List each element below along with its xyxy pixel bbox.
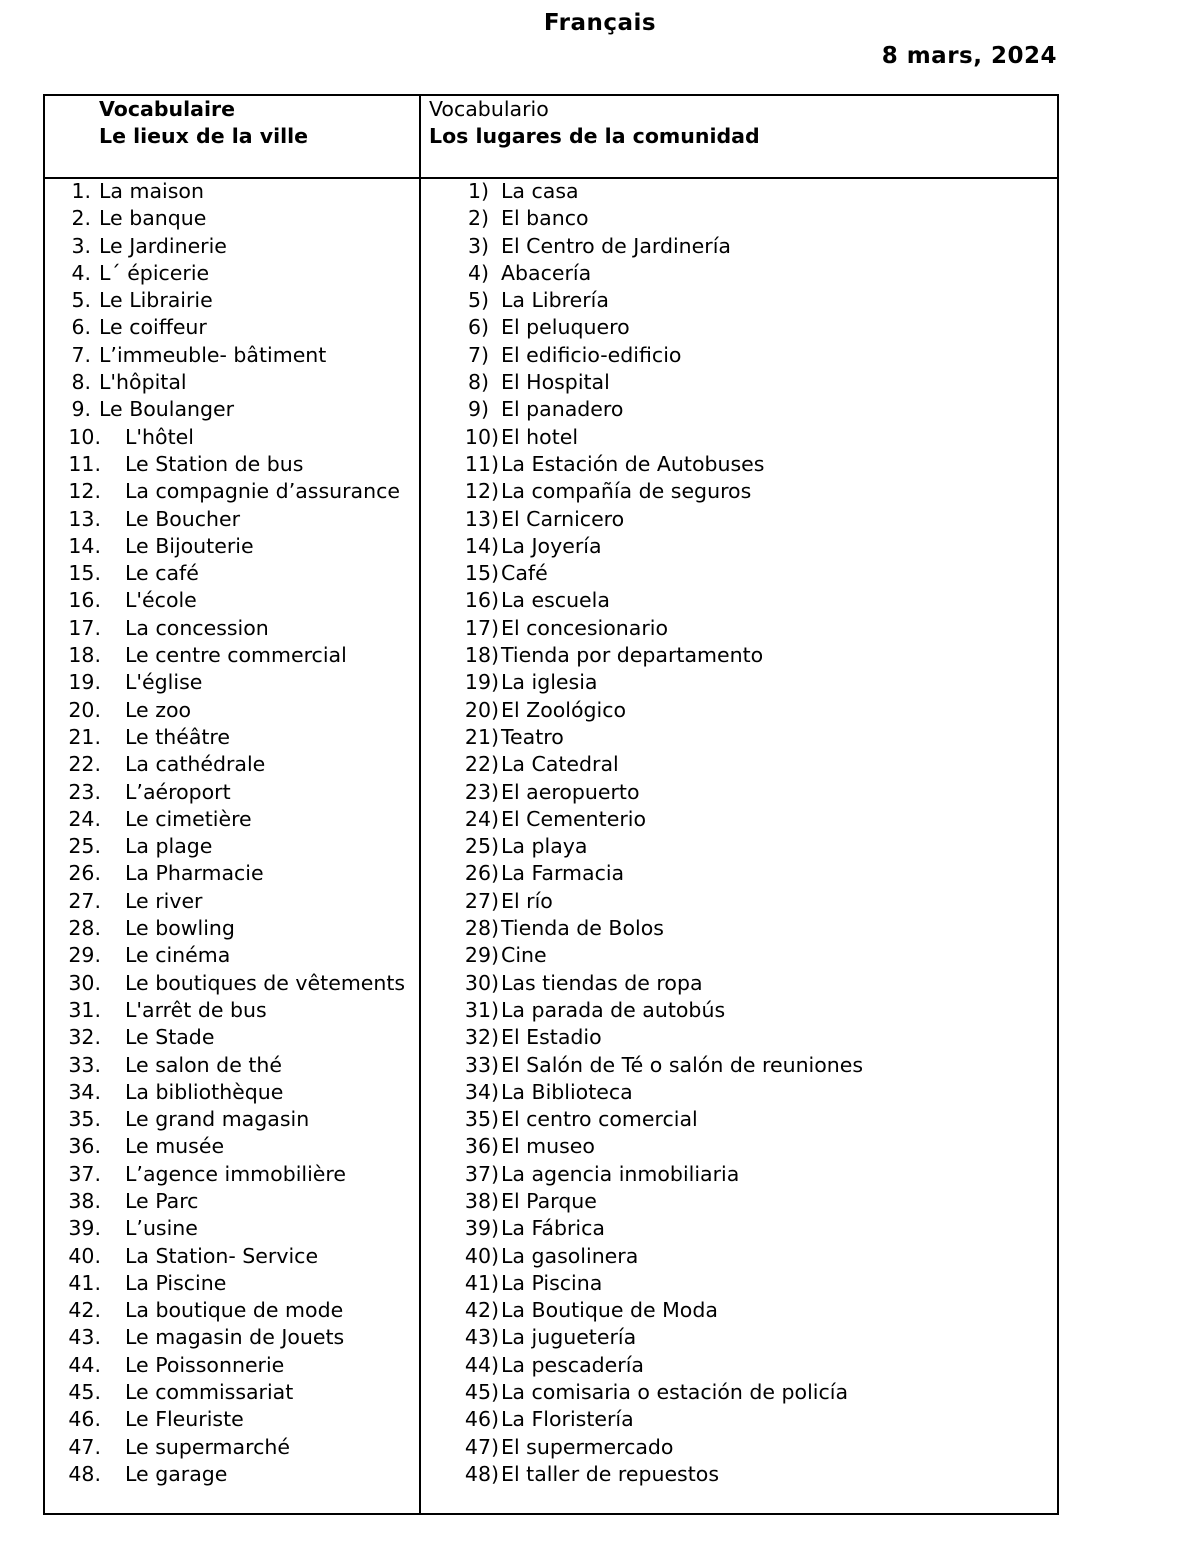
french-item-text: Le café <box>125 561 199 586</box>
document-title: Français <box>543 10 657 36</box>
french-item-number: 3. <box>71 233 91 258</box>
spanish-vocab-item <box>421 615 1051 642</box>
spanish-vocab-item <box>421 1079 1051 1106</box>
french-item-text: La cathédrale <box>125 752 266 777</box>
spanish-item-number: 41) <box>464 1270 499 1295</box>
french-item-number: 40. <box>68 1243 101 1268</box>
spanish-vocab-item <box>421 1324 1051 1351</box>
spanish-vocab-item <box>421 342 1051 369</box>
spanish-item-number: 6) <box>467 315 489 340</box>
french-item-number: 39. <box>68 1216 101 1241</box>
french-item-number: 18. <box>68 643 101 668</box>
french-item-text: Le musée <box>125 1134 225 1159</box>
spanish-item-number: 30) <box>464 970 499 995</box>
spanish-item-number: 35) <box>464 1107 499 1132</box>
spanish-vocab-item <box>421 369 1051 396</box>
french-item-text: Le supermarché <box>125 1434 290 1459</box>
french-vocab-item <box>45 1243 419 1270</box>
french-item-text: Le Jardinerie <box>99 233 227 258</box>
french-vocab-item <box>45 1052 419 1079</box>
spanish-item-text: El panadero <box>501 397 624 422</box>
spanish-item-text: La playa <box>501 834 588 859</box>
french-vocab-item <box>45 888 419 915</box>
spanish-item-text: La Joyería <box>501 533 602 558</box>
french-item-text: Le boutiques de vêtements <box>125 970 406 995</box>
spanish-item-number: 2) <box>467 206 489 231</box>
spanish-item-text: Tienda de Bolos <box>501 916 664 941</box>
spanish-item-text: La compañía de seguros <box>501 479 752 504</box>
french-item-number: 28. <box>68 916 101 941</box>
spanish-item-text: La iglesia <box>501 670 598 695</box>
french-item-text: Le cinéma <box>125 943 231 968</box>
french-item-number: 26. <box>68 861 101 886</box>
spanish-item-text: El aeropuerto <box>501 779 640 804</box>
spanish-item-number: 11) <box>464 451 499 476</box>
spanish-item-number: 9) <box>467 397 489 422</box>
spanish-vocab-item <box>421 860 1051 887</box>
spanish-item-text: La casa <box>501 179 579 203</box>
french-item-text: L'arrêt de bus <box>125 997 267 1022</box>
french-item-text: Le bowling <box>125 916 235 941</box>
spanish-item-text: Cine <box>501 943 547 968</box>
spanish-item-number: 24) <box>464 806 499 831</box>
spanish-item-number: 38) <box>464 1188 499 1213</box>
spanish-item-text: La Floristería <box>501 1407 634 1432</box>
french-vocab-list <box>45 178 419 1488</box>
french-item-number: 32. <box>68 1025 101 1050</box>
spanish-item-number: 15) <box>464 561 499 586</box>
french-vocab-item <box>45 587 419 614</box>
french-item-text: Le coiffeur <box>99 315 207 340</box>
french-item-number: 29. <box>68 943 101 968</box>
french-vocab-item <box>45 1079 419 1106</box>
spanish-vocab-item <box>421 642 1051 669</box>
spanish-item-number: 14) <box>464 533 499 558</box>
french-item-number: 33. <box>68 1052 101 1077</box>
spanish-vocab-item <box>421 314 1051 341</box>
spanish-item-number: 7) <box>467 342 489 367</box>
spanish-column-header <box>429 96 760 150</box>
french-item-text: L'hôtel <box>125 424 194 449</box>
spanish-vocab-item <box>421 997 1051 1024</box>
french-item-text: Le Station de bus <box>125 451 304 476</box>
spanish-item-number: 8) <box>467 370 489 395</box>
french-vocab-item <box>45 942 419 969</box>
spanish-item-text: El supermercado <box>501 1434 674 1459</box>
spanish-item-text: El centro comercial <box>501 1107 698 1132</box>
french-item-number: 47. <box>68 1434 101 1459</box>
french-item-number: 45. <box>68 1380 101 1405</box>
spanish-item-text: El Salón de Té o salón de reuniones <box>501 1052 864 1077</box>
spanish-vocab-item <box>421 1106 1051 1133</box>
french-item-text: Le zoo <box>125 697 192 722</box>
spanish-vocab-item <box>421 1133 1051 1160</box>
french-item-number: 13. <box>68 506 101 531</box>
french-vocab-item <box>45 833 419 860</box>
spanish-vocab-item <box>421 697 1051 724</box>
spanish-vocab-item <box>421 533 1051 560</box>
french-item-number: 48. <box>68 1461 101 1486</box>
french-item-text: La concession <box>125 615 269 640</box>
french-vocab-item <box>45 560 419 587</box>
spanish-item-text: La Farmacia <box>501 861 625 886</box>
french-item-number: 6. <box>71 315 91 340</box>
spanish-vocab-item <box>421 396 1051 423</box>
french-vocab-item <box>45 178 419 205</box>
spanish-item-text: La Boutique de Moda <box>501 1298 718 1323</box>
french-item-text: Le Fleuriste <box>125 1407 244 1432</box>
french-item-number: 41. <box>68 1270 101 1295</box>
french-item-number: 22. <box>68 752 101 777</box>
spanish-item-number: 31) <box>464 997 499 1022</box>
spanish-item-text: El Centro de Jardinería <box>501 233 731 258</box>
spanish-vocab-item <box>421 287 1051 314</box>
french-vocab-item <box>45 642 419 669</box>
french-vocab-item <box>45 997 419 1024</box>
spanish-vocab-item <box>421 1052 1051 1079</box>
spanish-item-text: El Carnicero <box>501 506 625 531</box>
french-vocab-item <box>45 669 419 696</box>
french-item-text: La plage <box>125 834 213 859</box>
spanish-item-number: 5) <box>467 288 489 313</box>
french-item-number: 25. <box>68 834 101 859</box>
french-item-text: L'église <box>125 670 203 695</box>
french-heading: Vocabulaire <box>99 97 235 121</box>
spanish-vocab-item <box>421 915 1051 942</box>
french-item-number: 30. <box>68 970 101 995</box>
french-item-text: Le Boulanger <box>99 397 235 422</box>
french-item-number: 35. <box>68 1107 101 1132</box>
vocabulary-table <box>43 94 1059 1515</box>
spanish-item-text: El concesionario <box>501 615 668 640</box>
french-item-text: L’aéroport <box>125 779 231 804</box>
french-item-text: L’usine <box>125 1216 198 1241</box>
spanish-item-text: El banco <box>501 206 589 231</box>
spanish-item-number: 19) <box>464 670 499 695</box>
spanish-item-text: El museo <box>501 1134 595 1159</box>
french-item-number: 36. <box>68 1134 101 1159</box>
spanish-vocab-item <box>421 751 1051 778</box>
spanish-item-number: 26) <box>464 861 499 886</box>
spanish-vocab-item <box>421 1406 1051 1433</box>
spanish-item-text: La gasolinera <box>501 1243 639 1268</box>
french-item-text: La Station- Service <box>125 1243 319 1268</box>
french-item-number: 38. <box>68 1188 101 1213</box>
spanish-item-number: 33) <box>464 1052 499 1077</box>
french-item-number: 2. <box>71 206 91 231</box>
spanish-item-number: 44) <box>464 1352 499 1377</box>
french-item-text: L'école <box>125 588 197 613</box>
spanish-heading: Vocabulario <box>429 97 549 121</box>
spanish-vocab-item <box>421 260 1051 287</box>
spanish-item-number: 39) <box>464 1216 499 1241</box>
french-item-text: L’immeuble- bâtiment <box>99 342 327 367</box>
spanish-item-number: 17) <box>464 615 499 640</box>
spanish-item-text: Abacería <box>501 260 592 285</box>
spanish-vocab-item <box>421 1024 1051 1051</box>
french-vocab-item <box>45 287 419 314</box>
french-vocab-item <box>45 751 419 778</box>
french-vocab-item <box>45 1406 419 1433</box>
french-item-text: Le salon de thé <box>125 1052 282 1077</box>
french-item-text: Le river <box>125 888 203 913</box>
french-item-number: 12. <box>68 479 101 504</box>
french-vocab-item <box>45 697 419 724</box>
french-vocab-item <box>45 533 419 560</box>
french-item-number: 37. <box>68 1161 101 1186</box>
french-vocab-item <box>45 260 419 287</box>
spanish-vocab-item <box>421 779 1051 806</box>
spanish-item-number: 1) <box>467 179 489 203</box>
french-vocab-item <box>45 970 419 997</box>
spanish-item-number: 32) <box>464 1025 499 1050</box>
french-item-text: La bibliothèque <box>125 1079 284 1104</box>
spanish-item-text: La parada de autobús <box>501 997 726 1022</box>
french-item-number: 34. <box>68 1079 101 1104</box>
spanish-item-text: Teatro <box>501 724 564 749</box>
french-vocab-item <box>45 1215 419 1242</box>
french-vocab-item <box>45 369 419 396</box>
spanish-item-text: El taller de repuestos <box>501 1461 720 1486</box>
french-item-text: La maison <box>99 179 204 203</box>
spanish-vocab-item <box>421 1379 1051 1406</box>
spanish-vocab-item <box>421 451 1051 478</box>
spanish-item-number: 20) <box>464 697 499 722</box>
french-item-text: L'hôpital <box>99 370 187 395</box>
french-item-number: 46. <box>68 1407 101 1432</box>
french-item-text: Le Poissonnerie <box>125 1352 285 1377</box>
spanish-item-text: El peluquero <box>501 315 630 340</box>
french-vocab-item <box>45 1024 419 1051</box>
french-vocab-item <box>45 1188 419 1215</box>
spanish-vocab-item <box>421 888 1051 915</box>
spanish-vocab-item <box>421 560 1051 587</box>
french-item-text: Le grand magasin <box>125 1107 310 1132</box>
spanish-item-text: El edificio-edificio <box>501 342 682 367</box>
french-vocab-item <box>45 1352 419 1379</box>
french-item-text: Le Librairie <box>99 288 213 313</box>
french-column-header <box>99 96 308 150</box>
spanish-vocab-item <box>421 1434 1051 1461</box>
french-item-text: Le théâtre <box>125 724 231 749</box>
spanish-item-number: 12) <box>464 479 499 504</box>
spanish-item-number: 18) <box>464 643 499 668</box>
french-item-number: 17. <box>68 615 101 640</box>
spanish-vocab-item <box>421 587 1051 614</box>
french-subheading: Le lieux de la ville <box>99 124 309 148</box>
spanish-item-number: 37) <box>464 1161 499 1186</box>
french-item-text: La compagnie d’assurance <box>125 479 400 504</box>
spanish-item-number: 22) <box>464 752 499 777</box>
french-item-text: La Pharmacie <box>125 861 264 886</box>
spanish-vocab-list <box>421 178 1051 1488</box>
french-vocab-item <box>45 424 419 451</box>
spanish-item-text: La Catedral <box>501 752 619 777</box>
spanish-vocab-item <box>421 1297 1051 1324</box>
spanish-item-number: 23) <box>464 779 499 804</box>
spanish-item-number: 43) <box>464 1325 499 1350</box>
spanish-item-text: La Fábrica <box>501 1216 605 1241</box>
french-item-number: 4. <box>71 260 91 285</box>
spanish-item-text: El Parque <box>501 1188 597 1213</box>
spanish-item-text: Café <box>501 561 548 586</box>
french-item-number: 7. <box>71 342 91 367</box>
spanish-item-number: 3) <box>467 233 489 258</box>
spanish-item-text: La Piscina <box>501 1270 603 1295</box>
spanish-vocab-item <box>421 178 1051 205</box>
french-vocab-item <box>45 1324 419 1351</box>
french-item-text: Le Bijouterie <box>125 533 254 558</box>
french-item-number: 27. <box>68 888 101 913</box>
french-item-text: L’agence immobilière <box>125 1161 346 1186</box>
spanish-vocab-item <box>421 1188 1051 1215</box>
french-vocab-item <box>45 860 419 887</box>
french-vocab-item <box>45 806 419 833</box>
french-item-number: 43. <box>68 1325 101 1350</box>
french-item-number: 21. <box>68 724 101 749</box>
spanish-item-number: 46) <box>464 1407 499 1432</box>
french-item-number: 24. <box>68 806 101 831</box>
spanish-item-text: El río <box>501 888 553 913</box>
spanish-item-number: 29) <box>464 943 499 968</box>
spanish-vocab-item <box>421 1215 1051 1242</box>
french-item-number: 5. <box>71 288 91 313</box>
spanish-vocab-item <box>421 669 1051 696</box>
spanish-item-number: 4) <box>467 260 489 285</box>
spanish-item-number: 45) <box>464 1380 499 1405</box>
french-item-number: 44. <box>68 1352 101 1377</box>
spanish-vocab-item <box>421 1243 1051 1270</box>
spanish-item-number: 25) <box>464 834 499 859</box>
french-vocab-item <box>45 1297 419 1324</box>
french-item-number: 42. <box>68 1298 101 1323</box>
french-item-text: L´ épicerie <box>99 260 210 285</box>
spanish-vocab-item <box>421 833 1051 860</box>
spanish-item-text: El Estadio <box>501 1025 602 1050</box>
spanish-item-number: 10) <box>464 424 499 449</box>
french-item-text: La boutique de mode <box>125 1298 344 1323</box>
french-item-number: 23. <box>68 779 101 804</box>
french-item-number: 1. <box>71 179 91 203</box>
spanish-item-text: La pescadería <box>501 1352 644 1377</box>
french-vocab-item <box>45 615 419 642</box>
french-vocab-item <box>45 314 419 341</box>
spanish-item-number: 27) <box>464 888 499 913</box>
french-item-text: Le commissariat <box>125 1380 294 1405</box>
spanish-item-number: 13) <box>464 506 499 531</box>
spanish-item-number: 36) <box>464 1134 499 1159</box>
spanish-vocab-item <box>421 970 1051 997</box>
french-item-number: 14. <box>68 533 101 558</box>
spanish-item-number: 48) <box>464 1461 499 1486</box>
french-item-number: 31. <box>68 997 101 1022</box>
french-vocab-item <box>45 1434 419 1461</box>
spanish-vocab-item <box>421 478 1051 505</box>
spanish-item-text: La Estación de Autobuses <box>501 451 765 476</box>
spanish-item-text: La comisaria o estación de policía <box>501 1380 849 1405</box>
spanish-vocab-item <box>421 806 1051 833</box>
french-item-text: Le cimetière <box>125 806 252 831</box>
spanish-item-text: El Zoológico <box>501 697 627 722</box>
spanish-item-number: 42) <box>464 1298 499 1323</box>
spanish-item-text: La escuela <box>501 588 610 613</box>
french-vocab-item <box>45 915 419 942</box>
french-vocab-item <box>45 506 419 533</box>
spanish-item-number: 16) <box>464 588 499 613</box>
spanish-item-number: 40) <box>464 1243 499 1268</box>
spanish-item-text: La Biblioteca <box>501 1079 633 1104</box>
document-date: 8 mars, 2024 <box>881 43 1057 69</box>
french-item-number: 9. <box>71 397 91 422</box>
spanish-subheading: Los lugares de la comunidad <box>429 124 760 148</box>
french-item-number: 15. <box>68 561 101 586</box>
spanish-item-number: 47) <box>464 1434 499 1459</box>
spanish-vocab-item <box>421 1461 1051 1488</box>
spanish-item-text: La juguetería <box>501 1325 637 1350</box>
french-item-number: 8. <box>71 370 91 395</box>
spanish-vocab-item <box>421 506 1051 533</box>
french-vocab-item <box>45 1106 419 1133</box>
french-vocab-item <box>45 1133 419 1160</box>
spanish-vocab-item <box>421 1352 1051 1379</box>
spanish-item-text: El hotel <box>501 424 579 449</box>
french-item-number: 11. <box>68 451 101 476</box>
spanish-item-number: 21) <box>464 724 499 749</box>
french-vocab-item <box>45 779 419 806</box>
spanish-vocab-item <box>421 205 1051 232</box>
french-vocab-item <box>45 1461 419 1488</box>
french-vocab-item <box>45 1379 419 1406</box>
spanish-item-text: La Librería <box>501 288 609 313</box>
spanish-item-text: El Hospital <box>501 370 610 395</box>
french-item-number: 20. <box>68 697 101 722</box>
french-item-text: Le Stade <box>125 1025 215 1050</box>
spanish-item-number: 28) <box>464 916 499 941</box>
spanish-vocab-item <box>421 942 1051 969</box>
french-vocab-item <box>45 1161 419 1188</box>
french-vocab-item <box>45 724 419 751</box>
french-item-number: 10. <box>68 424 101 449</box>
spanish-item-text: Las tiendas de ropa <box>501 970 703 995</box>
spanish-vocab-item <box>421 724 1051 751</box>
french-item-text: Le garage <box>125 1461 228 1486</box>
french-item-text: La Piscine <box>125 1270 227 1295</box>
french-vocab-item <box>45 205 419 232</box>
spanish-vocab-item <box>421 424 1051 451</box>
spanish-vocab-item <box>421 1161 1051 1188</box>
french-item-text: Le banque <box>99 206 207 231</box>
french-item-number: 16. <box>68 588 101 613</box>
french-vocab-item <box>45 478 419 505</box>
spanish-vocab-item <box>421 233 1051 260</box>
french-item-text: Le centre commercial <box>125 643 347 668</box>
spanish-item-text: Tienda por departamento <box>501 643 764 668</box>
french-item-text: Le Parc <box>125 1188 199 1213</box>
spanish-vocab-item <box>421 1270 1051 1297</box>
spanish-item-text: La agencia inmobiliaria <box>501 1161 740 1186</box>
french-vocab-item <box>45 233 419 260</box>
spanish-item-number: 34) <box>464 1079 499 1104</box>
french-vocab-item <box>45 396 419 423</box>
french-vocab-item <box>45 1270 419 1297</box>
french-item-number: 19. <box>68 670 101 695</box>
french-item-text: Le magasin de Jouets <box>125 1325 345 1350</box>
french-vocab-item <box>45 342 419 369</box>
spanish-item-text: El Cementerio <box>501 806 646 831</box>
french-item-text: Le Boucher <box>125 506 241 531</box>
french-vocab-item <box>45 451 419 478</box>
